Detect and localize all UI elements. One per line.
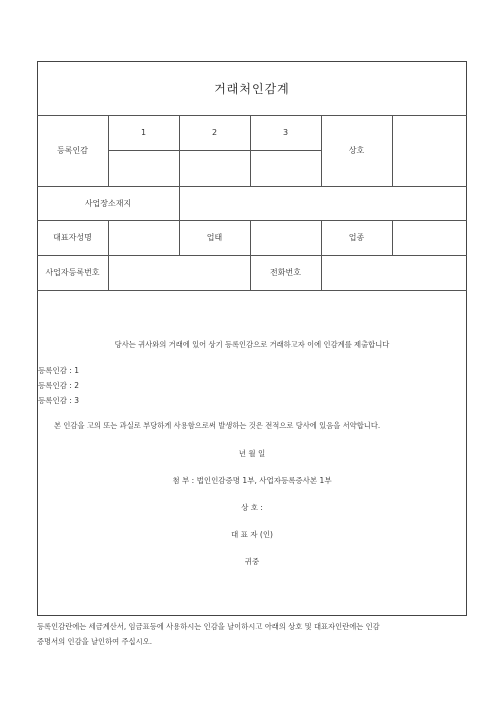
company-line: 상 호 : [241, 503, 263, 512]
seal-number-3: 3 [282, 128, 289, 137]
seal-line-1: 등록인감 : 1 [38, 366, 80, 375]
address-field[interactable] [179, 186, 467, 220]
footer-note-line-2: 증명서의 인감을 날인하여 주십시오. [37, 637, 153, 646]
business-type-field[interactable] [250, 220, 321, 255]
seal-box-1[interactable] [108, 150, 179, 186]
recipient-text: 귀중 [244, 557, 260, 566]
company-label: 상호 [348, 146, 365, 155]
company-field[interactable] [392, 115, 467, 186]
seal-line-2: 등록인감 : 2 [38, 381, 80, 390]
address-label: 사업장소재지 [84, 198, 132, 208]
form-title: 거래처인감계 [214, 81, 290, 96]
seal-number-2: 2 [211, 128, 218, 137]
rule [37, 290, 467, 291]
seal-line-3: 등록인감 : 3 [38, 396, 80, 405]
rep-name-label: 대표자성명 [53, 233, 92, 242]
seal-box-3[interactable] [250, 150, 321, 186]
business-type-label: 업태 [206, 233, 223, 242]
attachment-line: 첨 부 : 법인인감증명 1부, 사업자등록증사본 1부 [172, 476, 332, 485]
pledge-text: 본 인감을 고의 또는 과실로 부당하게 사용함으로써 발생하는 것은 전적으로 당사에 있음을 서약합니다. [54, 421, 381, 430]
business-item-field[interactable] [392, 220, 467, 255]
business-item-label: 업종 [348, 233, 365, 242]
seal-label: 등록인감 [57, 146, 88, 155]
representative-line: 대 표 자 (인) [231, 530, 273, 539]
footer-note-line-1: 등록인감란에는 세금계산서, 임금표등에 사용하시는 인감을 날이하시고 아래의 상호 및 대표자인란에는 인감 [37, 622, 380, 631]
intro-text: 당사는 귀사와의 거래에 있어 상기 등록인감으로 거래하고자 이에 인감계를 제출합니다 [114, 340, 390, 349]
biz-reg-no-field[interactable] [108, 255, 250, 290]
biz-reg-no-label: 사업자등록번호 [45, 268, 100, 277]
rep-name-field[interactable] [108, 220, 179, 255]
phone-label: 전화번호 [270, 268, 301, 277]
phone-field[interactable] [321, 255, 467, 290]
date-line: 년 월 일 [238, 449, 266, 458]
seal-number-1: 1 [140, 128, 147, 137]
seal-box-2[interactable] [179, 150, 250, 186]
